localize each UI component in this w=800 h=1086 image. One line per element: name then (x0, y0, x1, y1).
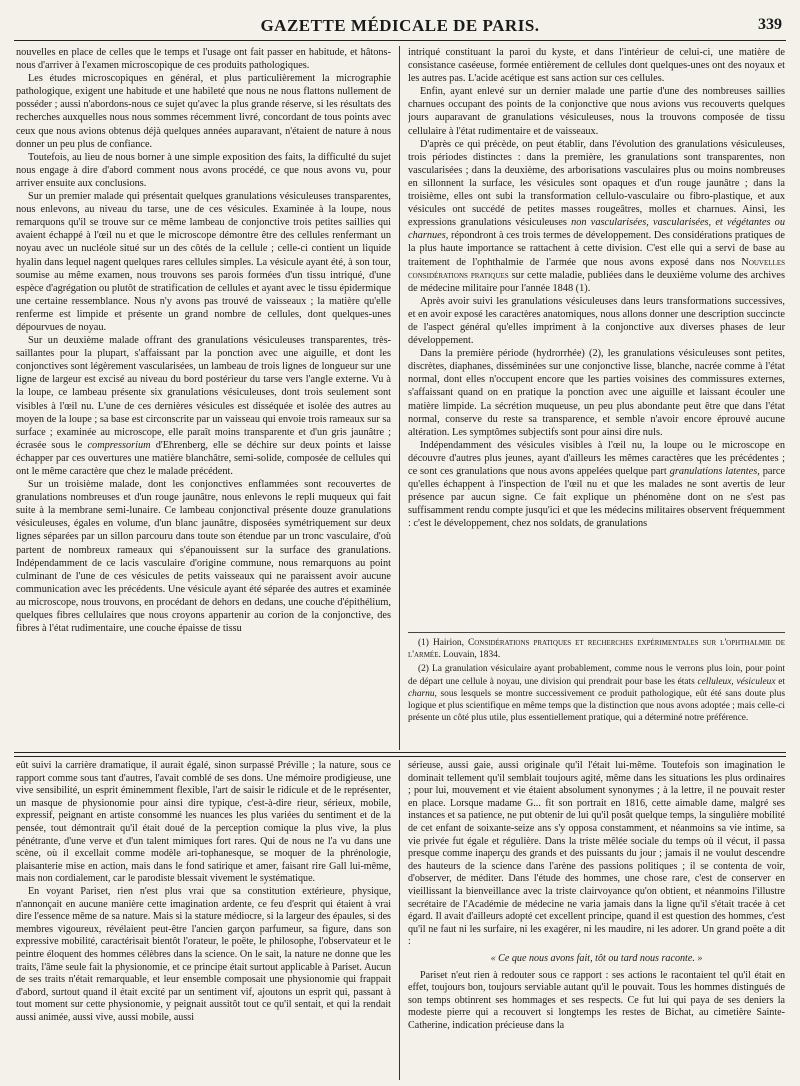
paragraph (408, 138, 785, 295)
paragraph: Pariset n'eut rien à redouter sous ce rapport : ses actions le racontaient tel qu'il était en effet, toujours bon, toujours serviable autant qu'il le pouvait. Tous les hommes distingués de son temps obtinrent ses hommages et ses respects. Ce fut lui qui paya de ses deniers la modeste pierre qui a recouvert si longtemps les restes de Bichat, au cimetière Sainte-Catherine, indication précieuse dans la (408, 969, 785, 1031)
page-header (14, 14, 786, 41)
footnote-text: et (778, 676, 785, 687)
feuilleton-column-left (16, 760, 391, 1080)
footnote-1 (408, 637, 785, 661)
footnote-title: Considérations pratiques et recherches expérimentales sur l'ophthalmie de l'armée. (408, 638, 785, 661)
paragraph-text: sur cette maladie, publiées dans le deuxième volume des archives de médecine militaire pour l'année 1848 (1). (408, 269, 785, 294)
column-divider (399, 46, 400, 750)
paragraph-text: parce qu'elles échappent à l'inspection de l'œil nu et que les malades ne sont avertis de leur présence par aucun signe. Ce fait explique un phénomène dont on ne s'est pas suffisamment rendu compte jusqu'ici et que les médecins militaires observent fréquemment : c'est le développement, chez nos soldats, de granulations (408, 466, 785, 530)
quotation: « Ce que nous avons fait, tôt ou tard nous raconte. » (490, 952, 703, 964)
main-column-right (408, 46, 785, 626)
footnotes (408, 632, 785, 753)
italic-term: non vascularisées, vascularisées, et végétantes ou charnues, (408, 217, 785, 242)
footnote-text: sous lesquels se montre successivement ce produit pathologique, eût été sans doute plus logique et plus scientifique en même temps que la distinction que nous avons adoptée ; mais celle-ci présente un côté plus utile, plus essentiellement pratique, qui a déterminé notre préférence. (408, 688, 785, 724)
main-column-left (16, 46, 391, 746)
footnote-text: (2) La granulation vésiculaire ayant probablement, comme nous le verrons plus loin, pour point de départ une cellule à noyau, une division qui prendrait pour base les états (408, 664, 785, 687)
paragraph: Sur un premier malade qui présentait quelques granulations vésiculeuses transparentes, nous enlevons, au niveau du tarse, une de ces vésicules. Examinée à la loupe, nous remarquons qu'il se trouve sur ce même lambeau de conjonctive trois petites saillies qui avaient échappé à l'œil nu et que le microscope démontre être des cellules renfermant un noyau avec un nucléole situé sur un des côtés de la cellule ; celle-ci contient un liquide hyalin dans lequel nagent quelques rares cellules simples. La vésicule ayant été, à son tour, soumise au même examen, nous trouvons ses parois formées d'un tissu intriqué, d'une espèce d'agrégation ou plutôt de stratification de cellules et ayant avec le tissu épidermique une certaine ressemblance. Nous n'y avons pas trouvé de vaisseaux ; la matière qu'elle renferme est limpide et présente un grand nombre de cellules, dont quelques-unes dépourvues de noyau. (16, 191, 391, 333)
paragraph: eût suivi la carrière dramatique, il aurait égalé, sinon surpassé Préville ; la nature, sous ce rapport comme sous tant d'autres, l'avait comblé de ses dons. Une mémoire prodigieuse, une vive sensibilité, un esprit éminemment flexible, l'art de saisir le ridicule et de le représenter, un masque de physionomie pour ainsi dire typique, c'est-à-dire rieur, sérieux, mobile, expressif, peignant en artiste consommé les nuances les plus variées du sentiment et de la pensée, tout démontrait qu'il était doué de la perception comique la plus vive, la plus pénétrante, d'une verve et d'un talent mimiques fort rares. Qui de nous ne l'a vu dans une scène, où il excellait comme modèle ari-tophanesque, se moquer de la phrénologie, plaisanterie mise en action, mais dans le fond satirique et amer, faisant rire Gall lui-même, mais non cordialement, car le parodiste blessait vivement le systématique. (16, 760, 391, 885)
paragraph: Sur un troisième malade, dont les conjonctives enflammées sont recouvertes de granulations nombreuses et d'un rouge jaunâtre, nous enlevons le repli muqueux qui fait suite à la membrane semi-lunaire. Ce lambeau conjonctival présente douze granulations vésiculeuses, égales en volume, d'un blanc jaunâtre, disposées symétriquement sur deux lignes séparées par un sillon parcouru dans toute son étendue par un tronc vasculaire, d'où partent de nombreux rameaux qui s'épanouissent sur la surface des granulations. Indépendamment de ce lacis vasculaire d'origine commune, nous remarquons au point culminant de l'une de ces vésicules de petits vaisseaux qui ne paraissent avoir aucune communication avec les précédents. Une vésicule ayant été séparée des autres et examinée au microscope, nous trouvons, en procédant de dehors en dedans, une couche d'épithélium, quelques fibres cellulaires que nous croyons appartenir au corion de la conjonctive, des fibres à l'état rudimentaire, une couche épaisse de tissu (16, 479, 391, 635)
footnote-text: Louvain, 1834. (443, 650, 501, 661)
paragraph: intriqué constituant la paroi du kyste, et dans l'intérieur de celui-ci, une matière de consistance caséeuse, formée entièrement de cellules dont quelques-unes ont des noyaux et les autres pas. L'acide acétique est sans action sur ces cellules. (408, 47, 785, 85)
paragraph-text: Indépendamment des vésicules visibles à l'œil nu, la loupe ou le microscope en découvre d'autres plus jeunes, ayant d'ailleurs les mêmes caractères que les précédentes ; ce sont ces granulations que nous avons appelées quelque part (408, 439, 785, 477)
paragraph (408, 439, 785, 531)
paragraph: En voyant Pariset, rien n'est plus vrai que sa constitution extérieure, physique, n'annonçait en aucune manière cette imagination ardente, ce feu d'esprit qui étaient à vrai dire l'essence même de sa nature. Mais si la stature médiocre, si la largeur des épaules, si des membres vigoureux, révélaient peut-être l'ancien garçon parfumeur, sa figure, dans son expressive mobilité, caractérisait bientôt l'orateur, le poëte, le philosophe, l'observateur et le peintre éloquent des hommes célèbres dans la science. On le sait, la nature ne donne que les traits, l'âme seule fait la physionomie, et ce principe était surtout applicable à Pariset. Aucun de ses traits n'était remarquable, et leur ensemble composait une physionomie qui frappait d'abord, surtout quand il était excité par un sentiment vif, ajoutons un esprit qui, passant à tout moment sur cette physionomie, y peignait aussitôt tout ce qu'il sentait, et qui la rendait aussi animée, aussi vive, aussi mobile, aussi (16, 885, 391, 1023)
paragraph-text: Sur un deuxième malade offrant des granulations vésiculeuses transparentes, très-saillantes pour la plupart, s'affaissant par la ponction avec une aiguille, et dont les conjonctives sont légèrement vascularisées, un lambeau de trois lignes de longueur sur une ligne de largeur est excisé au niveau du bord postérieur du tarse vers l'angle externe. Vu à la loupe, ce lambeau présente six granulations vésiculeuses, dont trois seulement sont visibles à l'œil nu. L'une de ces dernières vésicules est disséquée et isolée des autres au moyen de la loupe ; sa base est circonscrite par un vaisseau qui envoie trois rameaux sur sa surface ; examinée au microscope, elle paraît moins transparente et d'un gris jaunâtre ; écrasée sous le (16, 335, 391, 451)
feuilleton-divider (14, 752, 786, 757)
paragraph-text: répondront à ces trois termes de développement. Des considérations pratiques de la plus haute importance se rattachent à cette division. C'est elle qui a servi de base au traitement de l'ophthalmie de l'armée que nous avons exposé dans nos (408, 230, 785, 268)
paragraph: sérieuse, aussi gaie, aussi originale qu'il l'était lui-même. Toutefois son imagination le dominait tellement qu'il semblait toujours agité, même dans les situations les plus ordinaires ; pour lui, mouvement et vie étaient absolument synonymes ; à la lettre, il ne pouvait rester en place. Lorsque madame G... fit son portrait en 1816, cette aimable dame, malgré ses instances et sa patience, ne put obtenir de lui qu'il posât quelque temps, la singulière mobilité de cet enfant de soixante-seize ans s'y opposa constamment, et néanmoins sa vie intime, sa vie privée fut égale et régulière. Dans la triste mêlée sociale du temps où il vécut, il passa presque comme inaperçu des grands et des puissants du jour ; jamais il ne voulut descendre des hauteurs de la science dans l'arène des passions politiques ; il se contenta de voir, d'observer, de méditer. Dans l'étude des hommes, une chose rare, c'est de conserver en vieillissant la bienveillance avec la triste clairvoyance qu'on obtient, et néanmoins l'illustre secrétaire de l'Académie de médecine ne varia jamais dans la ligne qu'il s'était tracée à cet égard. Il avait d'ailleurs adopté cet excellent principe, quand il est question des hommes, c'est qu'il ne faut ni les surfaire, ni les exagérer, ni les maudire, ni les adorer. Un grand poëte a dit : (408, 760, 785, 948)
paragraph: Après avoir suivi les granulations vésiculeuses dans leurs transformations successives, et en avoir exposé les caractères anatomiques, nous allons donner une description succincte de l'aspect général qu'elles impriment à la conjonctive aux diverses phases de leur développement. (408, 295, 785, 347)
paragraph: Dans la première période (hydrorrhée) (2), les granulations vésiculeuses sont petites, discrètes, diaphanes, disséminées sur une conjonctive lisse, blanche, nacrée comme à l'état normal, dont elles n'occupent encore que les parties voisines des commissures externes, s'affaissant quand on en pratique la ponction avec une aiguille et laissant écouler une matière limpide. La sécrétion muqueuse, un peu plus abondante peut être que dans l'état normal, conserve du reste sa transparence, et semble n'avoir encore éprouvé aucune altération. Les symptômes subjectifs sont pour ainsi dire nuls. (408, 348, 785, 438)
italic-term: charnu, (408, 688, 437, 699)
italic-term: compressorium (87, 439, 151, 451)
masthead-title: GAZETTE MÉDICALE DE PARIS. (260, 16, 540, 35)
italic-term: granulations latentes, (669, 466, 760, 477)
paragraph: nouvelles en place de celles que le temps et l'usage ont fait passer en habitude, et hâtons-nous d'arriver à l'examen microscopique de ces produits pathologiques. (16, 47, 391, 72)
page-number: 339 (758, 16, 782, 33)
italic-term: celluleux, vésiculeux (697, 676, 776, 687)
footnote-2 (408, 663, 785, 724)
paragraph-text: d'Ehrenberg, elle se déchire sur deux points et laisse échapper par ces ouvertures une matière blanchâtre, semi-solide, composée de cellules qui ont le même caractère que chez le malade précédent. (16, 439, 391, 477)
paragraph: Toutefois, au lieu de nous borner à une simple exposition des faits, la difficulté du sujet nous engage à dire d'abord comment nous avons procédé, ce que nous avons vu, pour arriver ensuite aux conclusions. (16, 151, 391, 189)
paragraph: Les études microscopiques en général, et plus particulièrement la micrographie pathologique, exigent une habitude et une habileté que nous ne nous flattons nullement de posséder ; aussi n'abordons-nous ce sujet qu'avec la plus grande réserve, si les résultats des recherches auxquelles nous nous sommes récemment livré, concordant de tous points avec ceux que nous avions obtenus déjà quelques années auparavant, n'étaient de nature à nous donner un peu plus de confiance. (16, 73, 391, 150)
paragraph-text: D'après ce qui précède, on peut établir, dans l'évolution des granulations vésiculeuses, trois périodes distinctes : dans la première, les granulations sont transparentes, non vascularisées ; dans la deuxième, des arborisations vasculaires plus ou moins nombreuses en sillonnent la surface, les vésicules sont opaques et d'un rouge jaunâtre ; dans la troisième, elles ont subi la transformation cellulo-vasculaire ou fibro-plastique, et aux vésicules ont succédé de petites masses rougeâtres, molles et charnues. Ainsi, les expressions granulations vésiculeuses (408, 138, 785, 229)
footnote-text: (1) Hairion, (418, 638, 464, 648)
feuilleton-column-divider (399, 760, 400, 1080)
paragraph: Enfin, ayant enlevé sur un dernier malade une partie d'une des nombreuses saillies charnues occupant des points de la conjonctive que nous avions vus recouverts quelques jours auparavant de granulations vésiculeuses, nous la trouvons composée de tissu cellulaire à l'état rudimentaire et de vaisseaux. (408, 86, 785, 137)
small-caps-title: Nouvelles considérations pratiques (408, 256, 785, 281)
feuilleton-column-right (408, 760, 785, 1080)
paragraph (16, 334, 391, 478)
